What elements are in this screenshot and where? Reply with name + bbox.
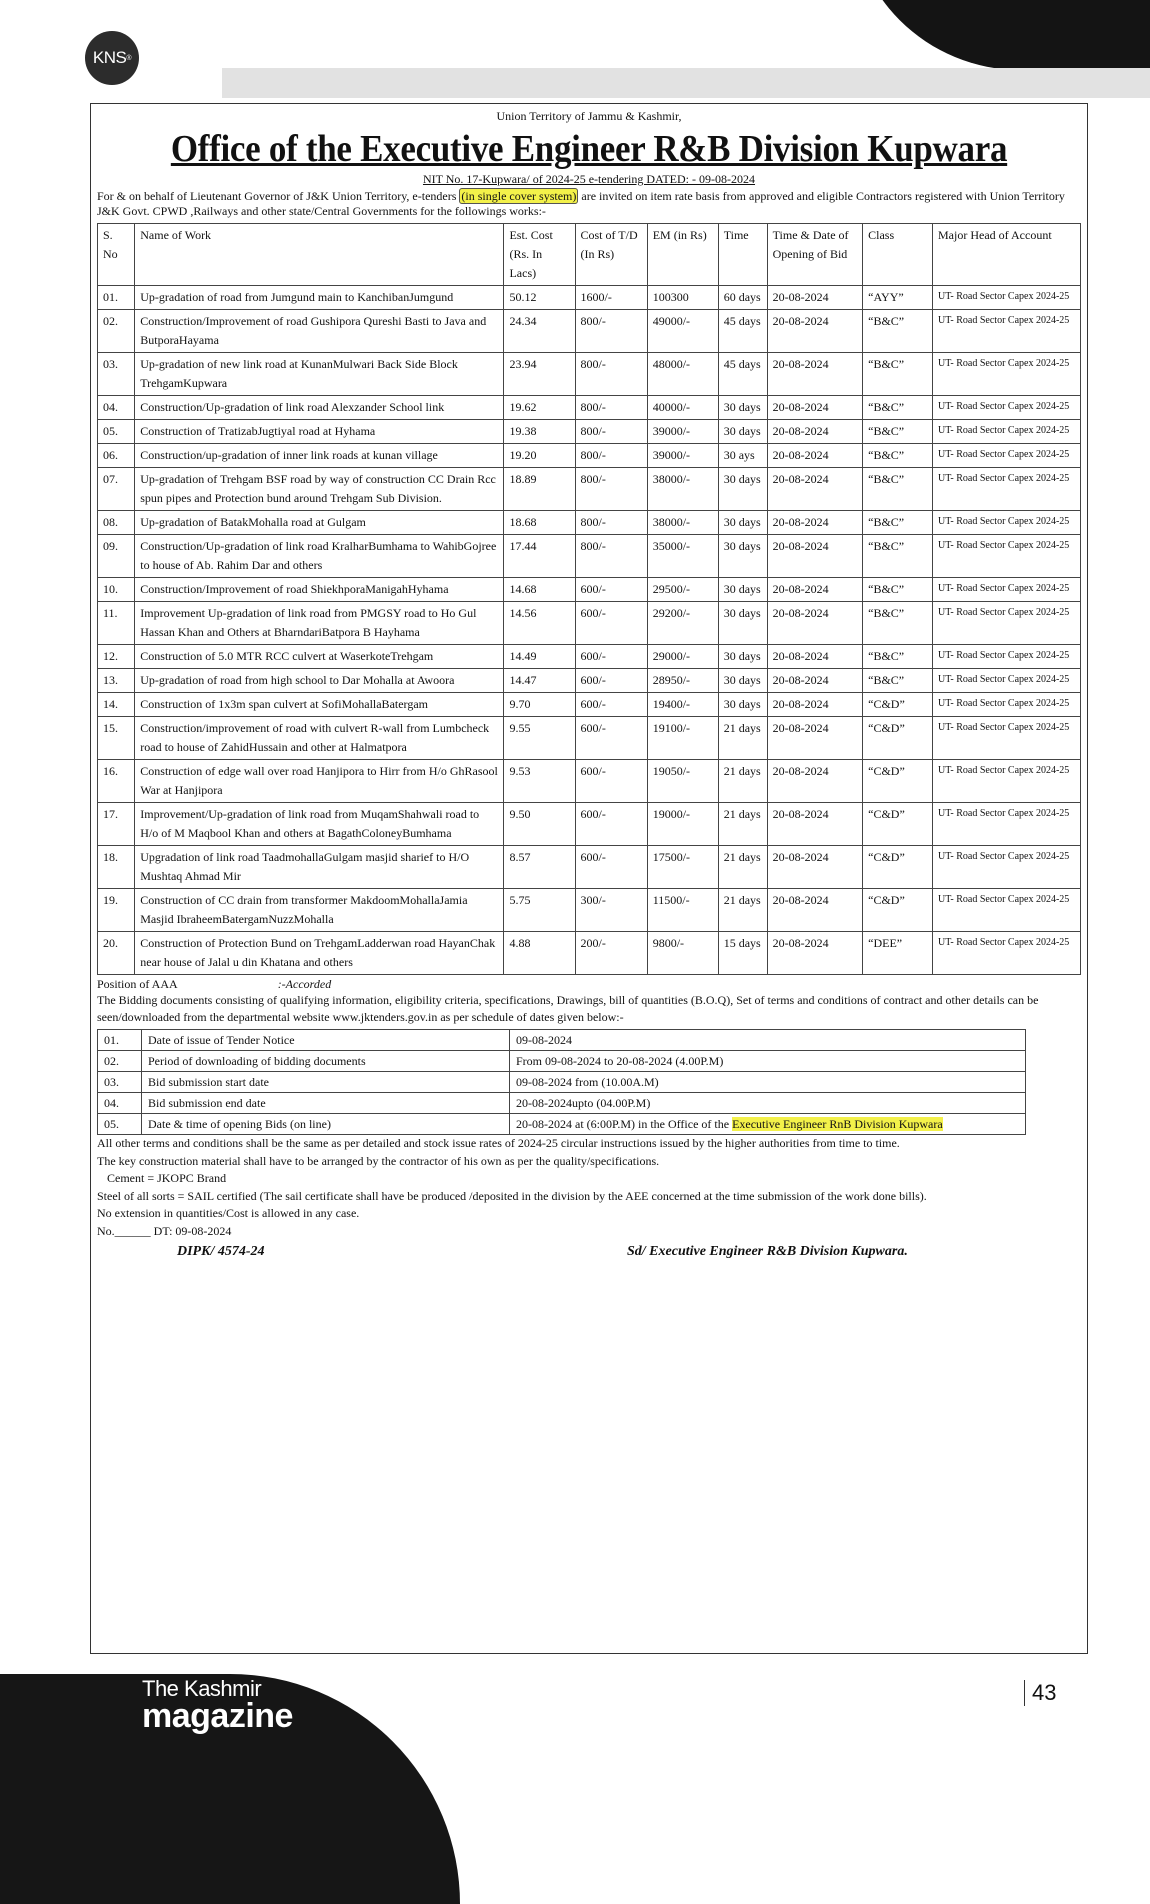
cell-sno: 03. (98, 353, 135, 396)
cell-em: 19000/- (647, 803, 718, 846)
cell-head: UT- Road Sector Capex 2024-25 (933, 693, 1081, 717)
cell-cls: “B&C” (863, 353, 933, 396)
cell-cls: “B&C” (863, 535, 933, 578)
cell-em: 38000/- (647, 511, 718, 535)
col-header: S. No (98, 224, 135, 286)
cell-cls: “C&D” (863, 803, 933, 846)
cell-sno: 06. (98, 444, 135, 468)
cell-sno: 16. (98, 760, 135, 803)
cell-td: 600/- (575, 760, 647, 803)
works-table (97, 223, 1081, 975)
cell-head: UT- Road Sector Capex 2024-25 (933, 645, 1081, 669)
cell-date: 20-08-2024 (767, 511, 863, 535)
cell-cls: “C&D” (863, 717, 933, 760)
table-row (98, 760, 1081, 803)
cell-date: 20-08-2024 (767, 353, 863, 396)
cell-cost: 14.49 (504, 645, 575, 669)
cell-td: 600/- (575, 693, 647, 717)
cell-head: UT- Road Sector Capex 2024-25 (933, 602, 1081, 645)
cell-head: UT- Road Sector Capex 2024-25 (933, 803, 1081, 846)
cell-name: Up-gradation of new link road at KunanMulwari Back Side Block TrehgamKupwara (135, 353, 504, 396)
cell-em: 100300 (647, 286, 718, 310)
cell-time: 45 days (718, 310, 767, 353)
table-row (98, 932, 1081, 975)
cell-time: 30 days (718, 602, 767, 645)
cell-name: Construction/up-gradation of inner link roads at kunan village (135, 444, 504, 468)
cell-name: Construction of TratizabJugtiyal road at Hyhama (135, 420, 504, 444)
cell-cost: 5.75 (504, 889, 575, 932)
cell-cost: 23.94 (504, 353, 575, 396)
table-row (98, 578, 1081, 602)
cell-em: 39000/- (647, 420, 718, 444)
schedule-table (97, 1029, 1026, 1135)
cell-time: 30 days (718, 535, 767, 578)
table-row (98, 444, 1081, 468)
cell-td: 600/- (575, 717, 647, 760)
cell-head: UT- Road Sector Capex 2024-25 (933, 310, 1081, 353)
cell-em: 19100/- (647, 717, 718, 760)
cell-em: 17500/- (647, 846, 718, 889)
cell-cost: 14.56 (504, 602, 575, 645)
cell-cost: 17.44 (504, 535, 575, 578)
cell-cost: 9.55 (504, 717, 575, 760)
cell-time: 30 days (718, 396, 767, 420)
cell-head: UT- Road Sector Capex 2024-25 (933, 932, 1081, 975)
cell-cls: “B&C” (863, 645, 933, 669)
table-row (98, 535, 1081, 578)
cell-cost: 18.68 (504, 511, 575, 535)
corner-decoration (850, 0, 1150, 70)
cell-head: UT- Road Sector Capex 2024-25 (933, 468, 1081, 511)
cell-head: UT- Road Sector Capex 2024-25 (933, 353, 1081, 396)
terms-line: All other terms and conditions shall be the same as per detailed and stock issue rates of 2024-25 circular instructions issued by the higher authorities from time to time. (97, 1136, 900, 1150)
header-bar (222, 68, 1150, 98)
cell-em: 19050/- (647, 760, 718, 803)
cell-head: UT- Road Sector Capex 2024-25 (933, 444, 1081, 468)
table-row (98, 396, 1081, 420)
table-row (98, 846, 1081, 889)
cell-name: Up-gradation of road from high school to Dar Mohalla at Awoora (135, 669, 504, 693)
cell-time: 30 days (718, 468, 767, 511)
cell-sno: 17. (98, 803, 135, 846)
cell-cost: 50.12 (504, 286, 575, 310)
cell-date: 20-08-2024 (767, 535, 863, 578)
col-header: Name of Work (135, 224, 504, 286)
table-row (98, 602, 1081, 645)
table-row (98, 286, 1081, 310)
table-row (98, 468, 1081, 511)
cell-head: UT- Road Sector Capex 2024-25 (933, 420, 1081, 444)
aaa-position: Position of AAA :-Accorded (97, 977, 332, 991)
col-header: Cost of T/D (In Rs) (575, 224, 647, 286)
cell-cls: “B&C” (863, 396, 933, 420)
cell-em: 39000/- (647, 444, 718, 468)
number-date-line: No.______ DT: 09-08-2024 (97, 1223, 232, 1238)
cell-date: 20-08-2024 (767, 420, 863, 444)
material-line: The key construction material shall have to be arranged by the contractor of his own as per the quality/specifications. (97, 1153, 660, 1168)
cell-date: 20-08-2024 (767, 286, 863, 310)
cell-cls: “B&C” (863, 420, 933, 444)
cell-name: Improvement Up-gradation of link road from PMGSY road to Ho Gul Hassan Khan and Others at BharndariBatpora B Hayhama (135, 602, 504, 645)
cell-sno: 07. (98, 468, 135, 511)
cell-date: 20-08-2024 (767, 932, 863, 975)
cell-name: Construction of CC drain from transformer MakdoomMohallaJamia Masjid IbraheemBatergamNuzzMohalla (135, 889, 504, 932)
cell-date: 20-08-2024 (767, 645, 863, 669)
cell-time: 21 days (718, 717, 767, 760)
cell-sno: 05. (98, 420, 135, 444)
extension-line: No extension in quantities/Cost is allowed in any case. (97, 1206, 360, 1220)
cell-sno: 13. (98, 669, 135, 693)
cell-cost: 19.62 (504, 396, 575, 420)
cell-cls: “C&D” (863, 889, 933, 932)
bidding-paragraph: The Bidding documents consisting of qualifying information, eligibility criteria, specifications, Drawings, bill of quantities (B.O.Q), Set of terms and conditions of contract and other details can be seen/downloaded from the departmental website www.jktenders.gov.in as per schedule of dates given below:- (97, 993, 1039, 1024)
cell-head: UT- Road Sector Capex 2024-25 (933, 578, 1081, 602)
cell-head: UT- Road Sector Capex 2024-25 (933, 511, 1081, 535)
cell-name: Up-gradation of BatakMohalla road at Gulgam (135, 511, 504, 535)
cell-sno: 04. (98, 396, 135, 420)
cell-cls: “C&D” (863, 693, 933, 717)
union-line: Union Territory of Jammu & Kashmir, (496, 109, 682, 123)
cell-time: 45 days (718, 353, 767, 396)
intro-paragraph: For & on behalf of Lieutenant Governor of J&K Union Territory, e-tenders (in single cover system) are invited on item rate basis from approved and eligible Contractors registered with Union Territory J&K Govt. CPWD ,Railways and other state/Central Governments for the followings works:- (97, 189, 1065, 218)
cell-head: UT- Road Sector Capex 2024-25 (933, 669, 1081, 693)
cell-head: UT- Road Sector Capex 2024-25 (933, 535, 1081, 578)
cell-em: 19400/- (647, 693, 718, 717)
cell-head: UT- Road Sector Capex 2024-25 (933, 286, 1081, 310)
table-row (98, 310, 1081, 353)
cell-date: 20-08-2024 (767, 602, 863, 645)
cell-sno: 19. (98, 889, 135, 932)
cell-date: 20-08-2024 (767, 846, 863, 889)
table-row (98, 717, 1081, 760)
cell-name: Construction/Up-gradation of link road KralharBumhama to WahibGojree to house of Ab. Rahim Dar and others (135, 535, 504, 578)
highlight-office: Executive Engineer RnB Division Kupwara (732, 1117, 943, 1131)
cell-cls: “C&D” (863, 846, 933, 889)
table-row (98, 420, 1081, 444)
cell-date: 20-08-2024 (767, 669, 863, 693)
cell-time: 21 days (718, 846, 767, 889)
cell-td: 600/- (575, 645, 647, 669)
cell-date: 20-08-2024 (767, 889, 863, 932)
tender-notice (90, 103, 1088, 1654)
table-row: 01. Date of issue of Tender Notice 09-08-2024 (98, 1030, 1026, 1051)
table-row (98, 889, 1081, 932)
cell-em: 48000/- (647, 353, 718, 396)
cell-sno: 18. (98, 846, 135, 889)
cell-td: 600/- (575, 669, 647, 693)
cell-cost: 9.50 (504, 803, 575, 846)
cell-cls: “AYY” (863, 286, 933, 310)
cell-td: 600/- (575, 602, 647, 645)
cell-td: 800/- (575, 420, 647, 444)
cell-head: UT- Road Sector Capex 2024-25 (933, 396, 1081, 420)
cell-head: UT- Road Sector Capex 2024-25 (933, 846, 1081, 889)
cell-cost: 9.70 (504, 693, 575, 717)
cell-date: 20-08-2024 (767, 396, 863, 420)
cell-cls: “DEE” (863, 932, 933, 975)
cell-name: Construction/Improvement of road Gushipora Qureshi Basti to Java and ButporaHayama (135, 310, 504, 353)
cell-cls: “B&C” (863, 511, 933, 535)
cell-td: 800/- (575, 468, 647, 511)
cell-cost: 14.47 (504, 669, 575, 693)
cell-em: 29000/- (647, 645, 718, 669)
table-header-row (98, 224, 1081, 286)
table-row: 05. Date & time of opening Bids (on line) 20-08-2024 at (6:00P.M) in the Office of the Executive Engineer RnB Division Kupwara (98, 1114, 1026, 1135)
cell-time: 30 days (718, 645, 767, 669)
cell-em: 29500/- (647, 578, 718, 602)
cell-td: 300/- (575, 889, 647, 932)
cell-time: 30 days (718, 511, 767, 535)
cell-cost: 9.53 (504, 760, 575, 803)
col-header: Time (718, 224, 767, 286)
cell-em: 9800/- (647, 932, 718, 975)
cell-sno: 10. (98, 578, 135, 602)
cell-name: Improvement/Up-gradation of link road from MuqamShahwali road to H/o of M Maqbool Khan and others at BagathColoneyBumhama (135, 803, 504, 846)
cell-em: 49000/- (647, 310, 718, 353)
cell-name: Construction/Improvement of road ShiekhporaManigahHyhama (135, 578, 504, 602)
cell-cls: “B&C” (863, 578, 933, 602)
cell-td: 1600/- (575, 286, 647, 310)
cell-sno: 20. (98, 932, 135, 975)
cell-td: 800/- (575, 444, 647, 468)
table-row (98, 693, 1081, 717)
table-row (98, 669, 1081, 693)
cell-em: 35000/- (647, 535, 718, 578)
cell-name: Up-gradation of Trehgam BSF road by way of construction CC Drain Rcc spun pipes and Protection bund around Trehgam Sub Division. (135, 468, 504, 511)
cell-time: 30 days (718, 578, 767, 602)
cell-cls: “B&C” (863, 310, 933, 353)
table-row (98, 353, 1081, 396)
cell-name: Construction/Up-gradation of link road Alexzander School link (135, 396, 504, 420)
cell-td: 800/- (575, 353, 647, 396)
cell-head: UT- Road Sector Capex 2024-25 (933, 889, 1081, 932)
cell-td: 600/- (575, 578, 647, 602)
cell-time: 60 days (718, 286, 767, 310)
cell-time: 21 days (718, 803, 767, 846)
cell-cost: 18.89 (504, 468, 575, 511)
cell-td: 800/- (575, 310, 647, 353)
cell-sno: 01. (98, 286, 135, 310)
cell-em: 29200/- (647, 602, 718, 645)
highlight-single-cover: (in single cover system) (461, 189, 577, 203)
cell-name: Upgradation of link road TaadmohallaGulgam masjid sharief to H/O Mushtaq Ahmad Mir (135, 846, 504, 889)
cell-time: 15 days (718, 932, 767, 975)
steel-line: Steel of all sorts = SAIL certified (The sail certificate shall have be produced /deposited in the division by the AEE concerned at the time submission of the work done bills). (97, 1188, 927, 1203)
cell-time: 21 days (718, 889, 767, 932)
cell-sno: 02. (98, 310, 135, 353)
col-header: Time & Date of Opening of Bid (767, 224, 863, 286)
cell-cost: 8.57 (504, 846, 575, 889)
table-row (98, 645, 1081, 669)
col-header: Class (863, 224, 933, 286)
cell-name: Construction of 5.0 MTR RCC culvert at WaserkoteTrehgam (135, 645, 504, 669)
cell-date: 20-08-2024 (767, 578, 863, 602)
cell-date: 20-08-2024 (767, 310, 863, 353)
cell-cost: 4.88 (504, 932, 575, 975)
cell-date: 20-08-2024 (767, 693, 863, 717)
cell-date: 20-08-2024 (767, 803, 863, 846)
page-number: 43 (1024, 1680, 1056, 1706)
cell-cost: 14.68 (504, 578, 575, 602)
cell-time: 21 days (718, 760, 767, 803)
signature-row (97, 1244, 1081, 1264)
cell-td: 800/- (575, 535, 647, 578)
cell-em: 38000/- (647, 468, 718, 511)
cell-date: 20-08-2024 (767, 717, 863, 760)
cell-cls: “B&C” (863, 468, 933, 511)
cell-sno: 11. (98, 602, 135, 645)
col-header: EM (in Rs) (647, 224, 718, 286)
cell-cls: “B&C” (863, 602, 933, 645)
table-row: 03. Bid submission start date 09-08-2024 from (10.00A.M) (98, 1072, 1026, 1093)
cell-head: UT- Road Sector Capex 2024-25 (933, 760, 1081, 803)
office-title: Office of the Executive Engineer R&B Division Kupwara (170, 128, 1008, 170)
cell-sno: 08. (98, 511, 135, 535)
cell-sno: 14. (98, 693, 135, 717)
cell-date: 20-08-2024 (767, 760, 863, 803)
table-row: 02. Period of downloading of bidding documents From 09-08-2024 to 20-08-2024 (4.00P.M) (98, 1051, 1026, 1072)
table-row (98, 803, 1081, 846)
cell-time: 30 ays (718, 444, 767, 468)
cell-time: 30 days (718, 669, 767, 693)
magazine-logo: The Kashmir magazine (142, 1676, 293, 1735)
cell-em: 11500/- (647, 889, 718, 932)
cell-sno: 12. (98, 645, 135, 669)
cell-sno: 09. (98, 535, 135, 578)
cell-name: Construction of 1x3m span culvert at SofiMohallaBatergam (135, 693, 504, 717)
kns-logo: KNS ® (85, 31, 139, 85)
cell-time: 30 days (718, 420, 767, 444)
dipk-number: DIPK/ 4574-24 (177, 1244, 265, 1259)
cell-td: 600/- (575, 803, 647, 846)
cell-name: Construction/improvement of road with culvert R-wall from Lumbcheck road to house of ZahidHussain and other at Halmatpora (135, 717, 504, 760)
col-header: Major Head of Account (933, 224, 1081, 286)
cell-date: 20-08-2024 (767, 444, 863, 468)
cell-name: Construction of edge wall over road Hanjipora to Hirr from H/o GhRasool War at Hanjipora (135, 760, 504, 803)
cell-cost: 19.38 (504, 420, 575, 444)
cell-name: Up-gradation of road from Jumgund main to KanchibanJumgund (135, 286, 504, 310)
cell-date: 20-08-2024 (767, 468, 863, 511)
cell-td: 600/- (575, 846, 647, 889)
cement-line: Cement = JKOPC Brand (107, 1171, 227, 1185)
cell-em: 28950/- (647, 669, 718, 693)
signatory: Sd/ Executive Engineer R&B Division Kupwara. (627, 1244, 908, 1259)
cell-name: Construction of Protection Bund on TrehgamLadderwan road HayanChak near house of Jalal u din Khatana and others (135, 932, 504, 975)
cell-sno: 15. (98, 717, 135, 760)
cell-td: 800/- (575, 511, 647, 535)
cell-cost: 24.34 (504, 310, 575, 353)
cell-em: 40000/- (647, 396, 718, 420)
cell-td: 800/- (575, 396, 647, 420)
cell-cost: 19.20 (504, 444, 575, 468)
table-row (98, 511, 1081, 535)
nit-line: NIT No. 17-Kupwara/ of 2024-25 e-tendering DATED: - 09-08-2024 (422, 172, 756, 186)
cell-cls: “B&C” (863, 669, 933, 693)
cell-cls: “C&D” (863, 760, 933, 803)
col-header: Est. Cost (Rs. In Lacs) (504, 224, 575, 286)
table-row: 04. Bid submission end date 20-08-2024upto (04.00P.M) (98, 1093, 1026, 1114)
cell-head: UT- Road Sector Capex 2024-25 (933, 717, 1081, 760)
cell-td: 200/- (575, 932, 647, 975)
cell-time: 30 days (718, 693, 767, 717)
cell-cls: “B&C” (863, 444, 933, 468)
